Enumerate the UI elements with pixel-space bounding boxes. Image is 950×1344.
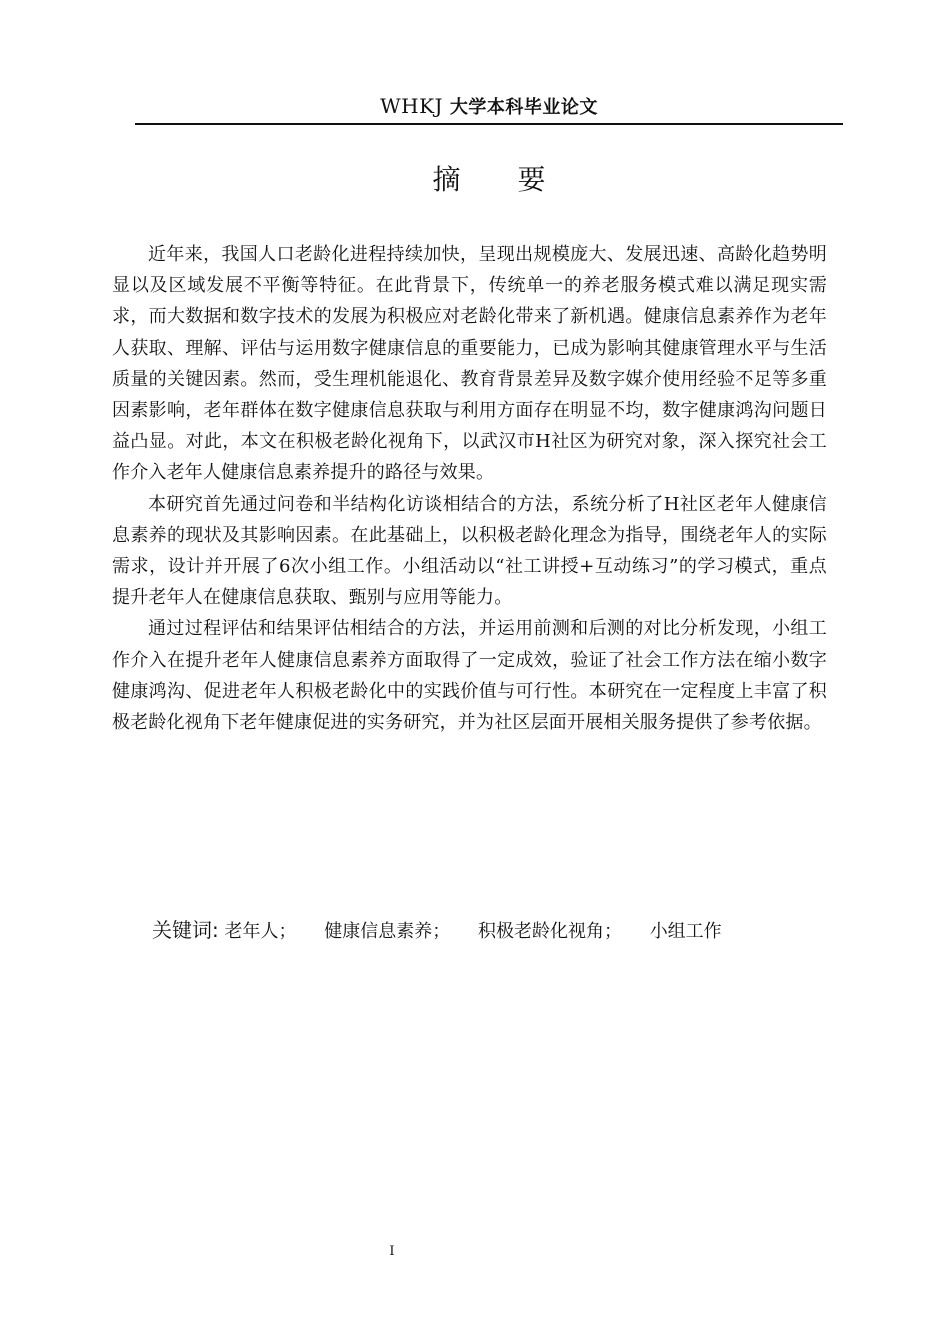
keyword-4: 小组工作	[649, 921, 722, 942]
keywords-label: 关键词:	[152, 918, 219, 942]
header-rule	[135, 123, 843, 125]
abstract-paragraph-2: 本研究首先通过问卷和半结构化访谈相结合的方法，系统分析了H社区老年人健康信息素养的现状及其影响因素。在此基础上，以积极老龄化理念为指导，围绕老年人的实际需求，设计并开展了6次小组工作。小组活动以“社工讲授+互动练习”的学习模式，重点提升老年人在健康信息获取、甄别与应用等能力。	[112, 493, 827, 609]
keywords-line	[152, 914, 832, 948]
keyword-1: 老年人；	[224, 921, 297, 942]
header-chinese: 大学本科毕业论文	[449, 97, 598, 118]
abstract-body	[112, 239, 827, 738]
abstract-paragraph-3: 通过过程评估和结果评估相结合的方法，并运用前测和后测的对比分析发现，小组工作介入在提升老年人健康信息素养方面取得了一定成效，验证了社会工作方法在缩小数字健康鸿沟、促进老年人积极老龄化中的实践价值与可行性。本研究在一定程度上丰富了积极老龄化视角下老年健康促进的实务研究，并为社区层面开展相关服务提供了参考依据。	[112, 618, 827, 734]
abstract-paragraph-1: 近年来，我国人口老龄化进程持续加快，呈现出规模庞大、发展迅速、高龄化趋势明显以及区域发展不平衡等特征。在此背景下，传统单一的养老服务模式难以满足现实需求，而大数据和数字技术的发展为积极应对老龄化带来了新机遇。健康信息素养作为老年人获取、理解、评估与运用数字健康信息的重要能力，已成为影响其健康管理水平与生活质量的关键因素。然而，受生理机能退化、教育背景差异及数字媒介使用经验不足等多重因素影响，老年群体在数字健康信息获取与利用方面存在明显不均，数字健康鸿沟问题日益凸显。对此，本文在积极老龄化视角下，以武汉市H社区为研究对象，深入探究社会工作介入老年人健康信息素养提升的路径与效果。	[112, 244, 827, 484]
header-latin: WHKJ	[380, 94, 444, 118]
keyword-3: 积极老龄化视角；	[477, 921, 622, 942]
keyword-2: 健康信息素养；	[324, 921, 451, 942]
abstract-title: 摘 要	[432, 163, 570, 196]
running-header	[135, 92, 843, 122]
page-number: I	[389, 1244, 395, 1259]
